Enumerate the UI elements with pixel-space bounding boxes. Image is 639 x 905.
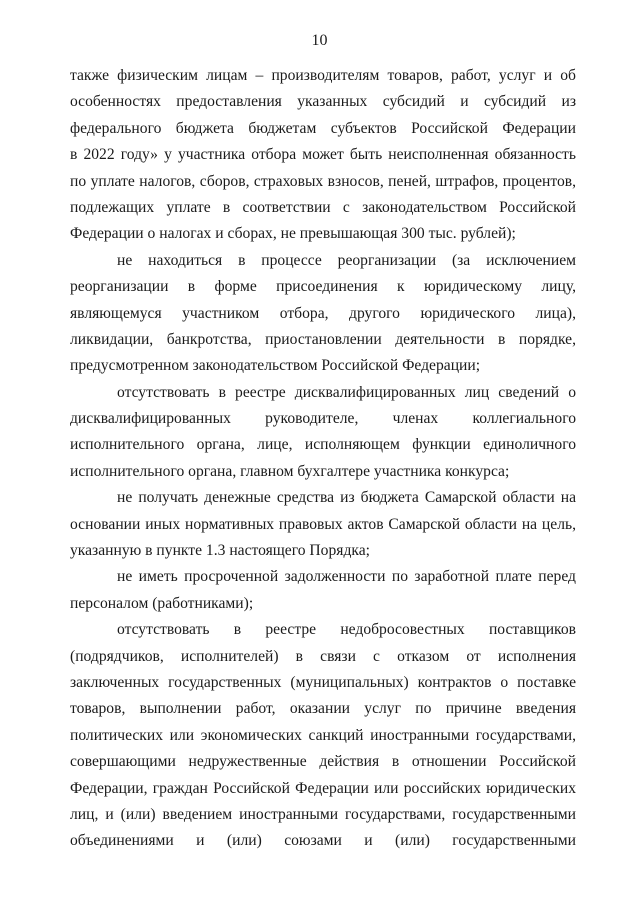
text-line: дисквалифицированных руководителе, членах коллегиального <box>70 410 576 428</box>
text-line: объединениями и (или) союзами и (или) государственными <box>70 832 576 850</box>
text-line: отсутствовать в реестре дисквалифицированных лиц сведений о <box>117 383 576 401</box>
text-line: заключенных государственных (муниципальных) контрактов о поставке <box>70 673 576 691</box>
text-line: товаров, выполнении работ, оказании услуг по причине введения <box>70 700 576 718</box>
text-line: являющемуся участником отбора, другого юридического лица), <box>70 304 576 322</box>
text-line: отсутствовать в реестре недобросовестных поставщиков <box>117 621 576 639</box>
paragraph <box>70 248 576 380</box>
text-line: не иметь просроченной задолженности по заработной плате перед <box>117 568 576 586</box>
text-line: лиц, и (или) введением иностранными государствами, государственными <box>70 805 576 823</box>
text-line: совершающими недружественные действия в отношении Российской <box>70 753 576 771</box>
text-line: не получать денежные средства из бюджета Самарской области на <box>117 489 576 507</box>
text-line: не находиться в процессе реорганизации (за исключением <box>117 251 576 269</box>
text-line: в 2022 году» у участника отбора может быть неисполненная обязанность <box>70 146 576 164</box>
text-line: Федерации, граждан Российской Федерации или российских юридических <box>70 779 576 797</box>
text-line: исполнительного органа, главном бухгалтере участника конкурса; <box>70 462 510 480</box>
text-line: основании иных нормативных правовых актов Самарской области на цель, <box>70 515 576 533</box>
text-line: по уплате налогов, сборов, страховых взносов, пеней, штрафов, процентов, <box>70 172 576 190</box>
paragraph <box>70 617 576 855</box>
document-body <box>70 63 576 855</box>
text-line: политических или экономических санкций иностранными государствами, <box>70 726 576 744</box>
text-line: Федерации о налогах и сборах, не превышающая 300 тыс. рублей); <box>70 225 516 243</box>
text-line: ликвидации, банкротства, приостановлении деятельности в порядке, <box>70 330 576 348</box>
page-number: 10 <box>311 32 328 49</box>
text-line: подлежащих уплате в соответствии с законодательством Российской <box>70 198 576 216</box>
paragraph <box>70 63 576 248</box>
text-line: указанную в пункте 1.3 настоящего Порядка; <box>70 542 370 560</box>
paragraph <box>70 380 576 486</box>
text-line: (подрядчиков, исполнителей) в связи с отказом от исполнения <box>70 647 576 665</box>
paragraph <box>70 485 576 564</box>
text-line: персоналом (работниками); <box>70 594 254 612</box>
text-line: особенностях предоставления указанных субсидий и субсидий из <box>70 93 576 111</box>
text-line: реорганизации в форме присоединения к юридическому лицу, <box>70 278 576 296</box>
text-line: предусмотренном законодательством Российской Федерации; <box>70 357 481 375</box>
paragraph <box>70 564 576 617</box>
text-line: федерального бюджета бюджетам субъектов Российской Федерации <box>70 119 576 137</box>
text-line: также физическим лицам – производителям товаров, работ, услуг и об <box>70 67 576 84</box>
text-line: исполнительного органа, лице, исполняющем функции единоличного <box>70 436 576 454</box>
